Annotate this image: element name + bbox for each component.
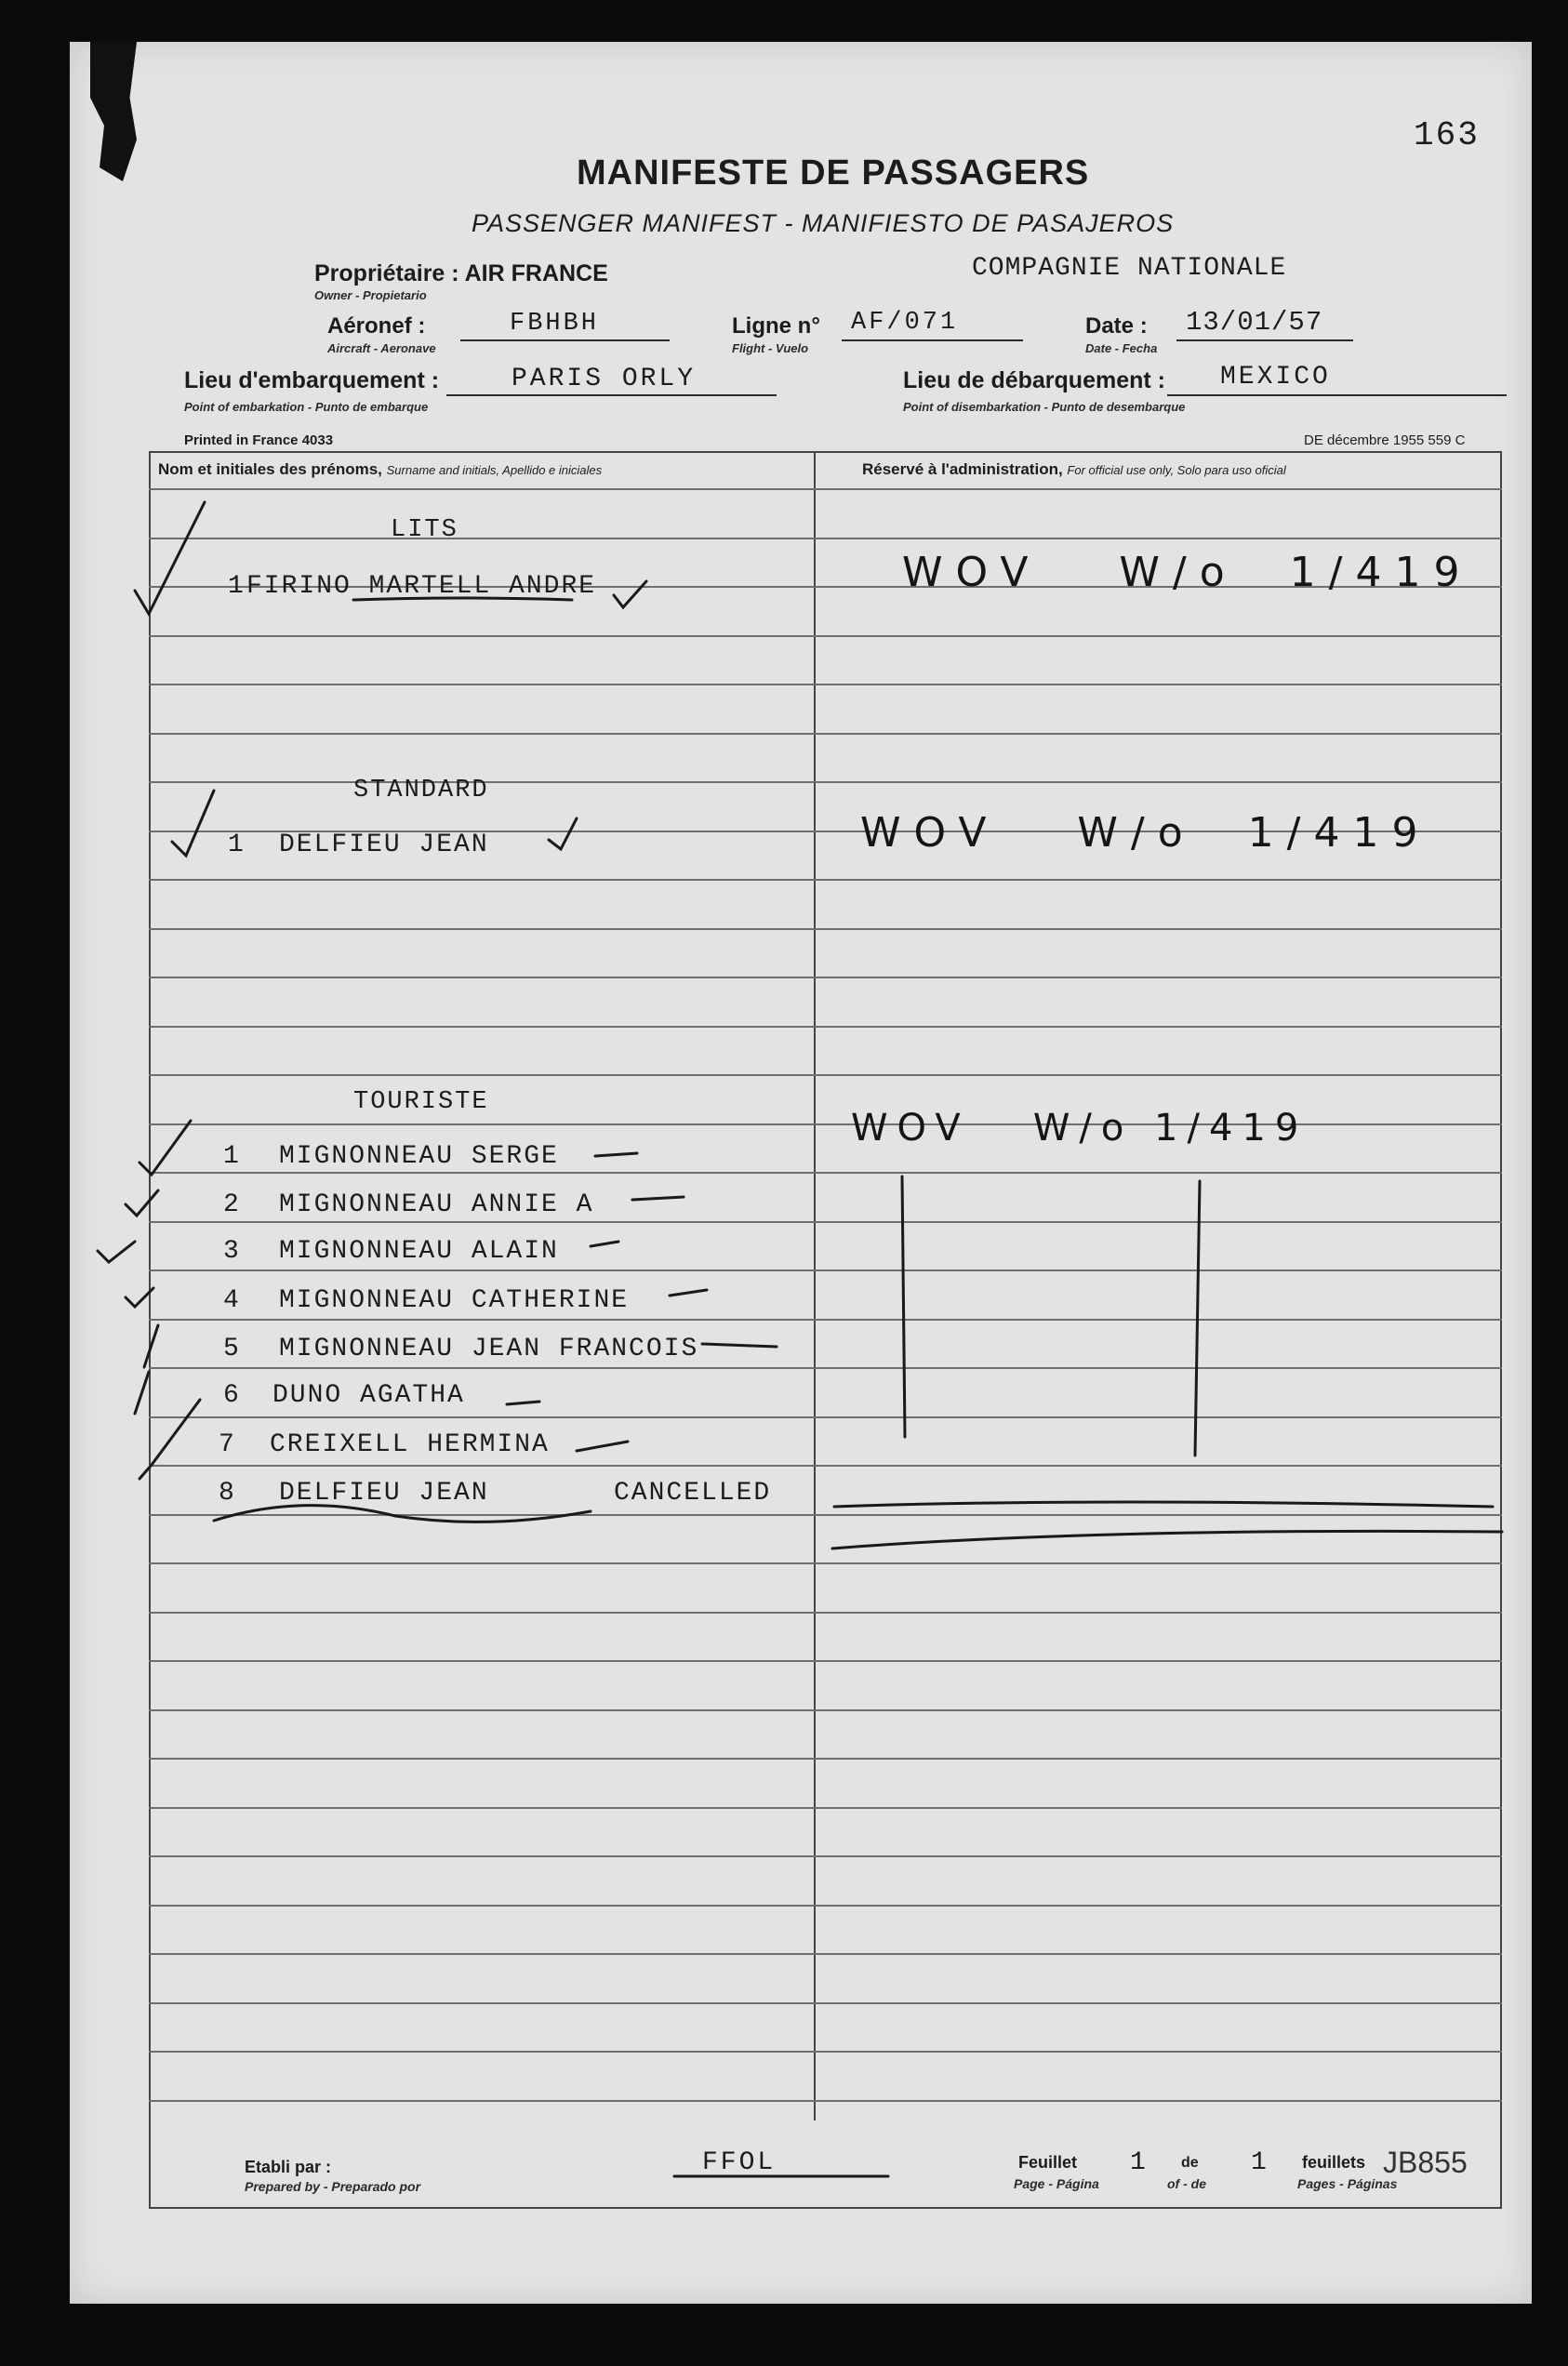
check-mark	[144, 1325, 158, 1367]
col-header-official-italic: For official use only, Solo para uso oficial	[1067, 463, 1286, 477]
passenger-name: DELFIEU JEAN	[279, 831, 489, 859]
check-mark	[126, 1190, 158, 1216]
flight-sublabel: Flight - Vuelo	[732, 341, 809, 355]
dash-stroke	[577, 1442, 628, 1451]
disembarkation-value: MEXICO	[1220, 363, 1331, 392]
embarkation-value: PARIS ORLY	[512, 365, 697, 393]
row-number: 8	[219, 1479, 234, 1508]
prepared-by-sublabel: Prepared by - Preparado por	[245, 2179, 421, 2194]
check-mark	[549, 818, 577, 849]
date-value: 13/01/57	[1186, 307, 1323, 338]
dash-stroke	[595, 1153, 637, 1156]
page-number: 163	[1414, 116, 1480, 154]
row-number: 3	[223, 1237, 239, 1266]
passenger-name: FIRINO MARTELL ANDRE	[246, 572, 597, 601]
owner-label: Propriétaire : AIR FRANCE	[314, 260, 608, 286]
row-number: 5	[223, 1335, 239, 1363]
form-code: DE décembre 1955 559 C	[1304, 432, 1466, 448]
section-heading-lits: LITS	[391, 516, 458, 544]
passenger-name: MIGNONNEAU ALAIN	[279, 1237, 559, 1266]
aircraft-value: FBHBH	[510, 310, 600, 338]
check-mark	[135, 1372, 149, 1414]
aircraft-label: Aéronef :	[327, 313, 426, 339]
disembarkation-label: Lieu de débarquement :	[903, 367, 1165, 393]
col-header-names-bold: Nom et initiales des prénoms,	[158, 460, 382, 478]
pages-label: feuillets	[1302, 2153, 1366, 2172]
check-mark	[140, 1121, 191, 1175]
check-mark	[614, 581, 646, 607]
passenger-name: DUNO AGATHA	[272, 1381, 465, 1410]
document-subtitle: PASSENGER MANIFEST - MANIFIESTO DE PASAJEROS	[472, 209, 1175, 237]
owner-sublabel: Owner - Propietario	[314, 288, 427, 302]
dash-stroke	[507, 1402, 539, 1404]
passenger-name: MIGNONNEAU SERGE	[279, 1142, 559, 1171]
pages-sublabel: Pages - Páginas	[1297, 2176, 1398, 2191]
of-label: de	[1181, 2155, 1199, 2171]
row-number: 1	[228, 831, 244, 859]
check-mark	[140, 1400, 200, 1479]
date-label: Date :	[1085, 313, 1148, 339]
check-mark	[126, 1288, 153, 1307]
row-number: 4	[223, 1286, 239, 1315]
passenger-name: MIGNONNEAU JEAN FRANCOIS	[279, 1335, 699, 1363]
bracket-stroke	[902, 1176, 905, 1437]
row-number: 6	[223, 1381, 239, 1410]
dash-stroke	[670, 1290, 707, 1296]
manifest-sheet	[70, 42, 1532, 2304]
passenger-name: DELFIEU JEAN	[279, 1479, 489, 1508]
row-number: 7	[219, 1430, 234, 1459]
passenger-name: MIGNONNEAU ANNIE A	[279, 1190, 594, 1219]
passenger-name: CREIXELL HERMINA	[270, 1430, 550, 1459]
row-number: 1	[223, 1142, 239, 1171]
prepared-by-value: FFOL	[702, 2148, 777, 2177]
document-title: MANIFESTE DE PASSAGERS	[577, 153, 1090, 193]
check-mark	[135, 502, 205, 614]
strike-through	[834, 1502, 1493, 1507]
dash-stroke	[632, 1197, 684, 1200]
row-number: 2	[223, 1190, 239, 1219]
flight-label: Ligne n°	[732, 313, 820, 339]
col-header-names-italic: Surname and initials, Apellido e iniciales	[386, 463, 603, 477]
official-annotation: WOV W/o 1/419	[902, 549, 1473, 596]
stamp-code: JB855	[1383, 2146, 1468, 2179]
printed-note: Printed in France 4033	[184, 432, 334, 448]
official-annotation: WOV W/o 1/419	[851, 1107, 1309, 1150]
prepared-by-label: Etabli par :	[245, 2158, 332, 2176]
of-value: 1	[1251, 2148, 1269, 2177]
underline-stroke	[353, 598, 572, 600]
cancelled-status: CANCELLED	[614, 1479, 772, 1508]
section-heading-standard: STANDARD	[353, 777, 489, 804]
check-mark	[172, 791, 214, 856]
strike-through	[832, 1531, 1502, 1549]
embarkation-label: Lieu d'embarquement :	[184, 367, 440, 393]
passenger-name: MIGNONNEAU CATHERINE	[279, 1286, 630, 1315]
page-sublabel: Page - Página	[1014, 2176, 1099, 2191]
official-annotation: WOV W/o 1/419	[860, 809, 1431, 857]
aircraft-sublabel: Aircraft - Aeronave	[327, 341, 436, 355]
strike-through	[214, 1506, 591, 1522]
page-value: 1	[1130, 2148, 1149, 2177]
row-number: 1	[228, 572, 244, 601]
bracket-stroke	[1195, 1181, 1200, 1455]
flight-value: AF/071	[851, 309, 959, 337]
company-name: COMPAGNIE NATIONALE	[972, 254, 1287, 283]
page-label: Feuillet	[1018, 2153, 1078, 2172]
col-header-official-bold: Réservé à l'administration,	[862, 460, 1063, 478]
embarkation-sublabel: Point of embarkation - Punto de embarque	[184, 400, 429, 414]
dash-stroke	[591, 1242, 618, 1246]
handwritten-marks	[70, 42, 1532, 2304]
disembarkation-sublabel: Point of disembarkation - Punto de desembarque	[903, 400, 1186, 414]
of-sublabel: of - de	[1167, 2176, 1206, 2191]
section-heading-touriste: TOURISTE	[353, 1088, 489, 1116]
date-sublabel: Date - Fecha	[1085, 341, 1158, 355]
dash-stroke	[702, 1344, 777, 1347]
check-mark	[98, 1242, 135, 1262]
